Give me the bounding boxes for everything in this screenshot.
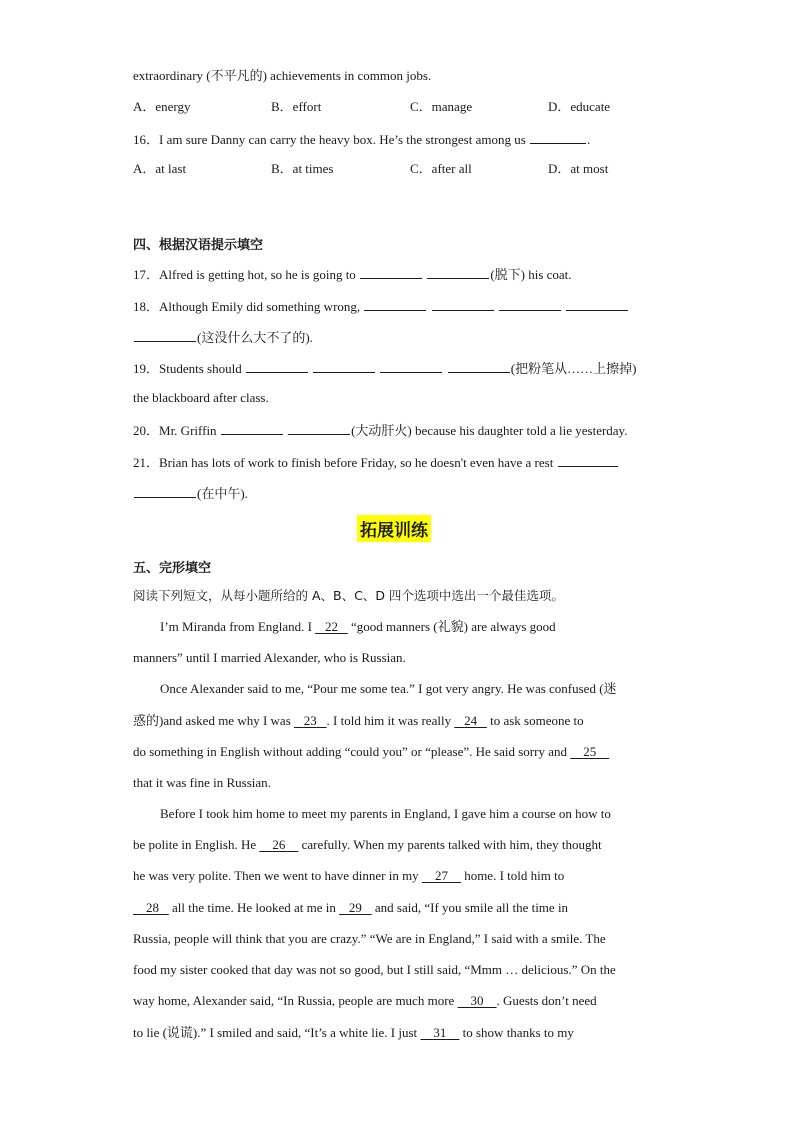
- passage-text: he was very polite. Then we went to have dinner in my: [133, 868, 419, 883]
- blank-31[interactable]: [420, 1025, 459, 1041]
- q18-blank-5[interactable]: [134, 328, 196, 342]
- passage-line: [133, 868, 564, 884]
- passage-text: to ask someone to: [490, 713, 584, 728]
- passage-line: [133, 713, 584, 729]
- q19-blank-2[interactable]: [313, 359, 375, 373]
- passage-text: to lie (说谎).” I smiled and said, “It’s a white lie. I just: [133, 1025, 418, 1040]
- blank-number: 28: [146, 900, 159, 915]
- blank-number: 25: [583, 744, 597, 759]
- q18-blank-3[interactable]: [499, 297, 561, 311]
- passage-text: all the time. He looked at me in: [172, 900, 336, 915]
- q17-number: 17．: [133, 267, 160, 282]
- q19-question: [133, 359, 636, 377]
- blank-30[interactable]: [458, 993, 497, 1009]
- blank-26[interactable]: [259, 837, 298, 853]
- passage-line: [133, 993, 597, 1009]
- q17-blank-1[interactable]: [360, 265, 422, 279]
- q20-text: Mr. Griffin: [159, 423, 217, 438]
- q18-text: Although Emily did something wrong,: [159, 299, 361, 314]
- passage-text: to show thanks to my: [462, 1025, 574, 1040]
- q16-option-d[interactable]: D．at most: [548, 161, 609, 176]
- q17-text: Alfred is getting hot, so he is going to: [159, 267, 356, 282]
- q18-blank-4[interactable]: [566, 297, 628, 311]
- blank-24[interactable]: [454, 713, 487, 729]
- q21-question: [133, 453, 619, 471]
- q15-option-b[interactable]: B．effort: [271, 99, 322, 114]
- blank-23[interactable]: [294, 713, 327, 729]
- q21-blank-1[interactable]: [558, 453, 618, 467]
- blank-number: 29: [348, 900, 362, 915]
- q19-blank-3[interactable]: [380, 359, 442, 373]
- blank-number: 22: [324, 619, 338, 634]
- q15-option-c[interactable]: C．manage: [410, 99, 473, 114]
- q19-blank-1[interactable]: [246, 359, 308, 373]
- q21-number: 21．: [133, 455, 160, 470]
- section5-instructions: 阅读下列短文，从每小题所给的 A、B、C、D 四个选项中选出一个最佳选项。: [133, 588, 564, 603]
- passage-text: and said, “If you smile all the time in: [374, 900, 569, 915]
- passage-text: “good manners (礼貌) are always good: [350, 619, 556, 634]
- q21-hint: (在中午).: [197, 486, 248, 501]
- section4-title: 四、根据汉语提示填空: [133, 238, 264, 253]
- section5-title: 五、完形填空: [133, 561, 212, 576]
- passage-line: [133, 837, 602, 853]
- q16-option-a[interactable]: A．at last: [133, 161, 187, 176]
- passage-text: home. I told him to: [464, 868, 565, 883]
- passage-line: Once Alexander said to me, “Pour me some tea.” I got very angry. He was confused (迷: [160, 681, 617, 696]
- passage-text: . Guests don’t need: [496, 993, 597, 1008]
- q21-blank-2[interactable]: [134, 484, 196, 498]
- passage-line: [160, 619, 556, 635]
- blank-number: 24: [464, 713, 478, 728]
- q16-number: 16．: [133, 132, 160, 147]
- q20-blank-2[interactable]: [288, 421, 350, 435]
- blank-28[interactable]: [133, 900, 169, 916]
- passage-line: that it was fine in Russian.: [133, 775, 271, 790]
- blank-27[interactable]: [422, 868, 461, 884]
- blank-number: 23: [303, 713, 317, 728]
- passage-text: do something in English without adding “could you” or “please”. He said sorry and: [133, 744, 567, 759]
- blank-number: 27: [434, 868, 448, 883]
- q18-question: [133, 297, 629, 315]
- q19-line2: the blackboard after class.: [133, 390, 269, 405]
- q20-blank-1[interactable]: [221, 421, 283, 435]
- passage-text: I’m Miranda from England. I: [160, 619, 312, 634]
- q18-blank-1[interactable]: [364, 297, 426, 311]
- q16-option-c[interactable]: C．after all: [410, 161, 472, 176]
- q19-text: Students should: [159, 361, 242, 376]
- q15-option-a[interactable]: A．energy: [133, 99, 191, 114]
- q16-option-b[interactable]: B．at times: [271, 161, 334, 176]
- q18-blank-2[interactable]: [432, 297, 494, 311]
- passage-line: [133, 900, 568, 916]
- q16-end: .: [587, 132, 591, 147]
- blank-22[interactable]: [315, 619, 348, 635]
- q20-hint: (大动肝火) because his daughter told a lie yesterday.: [351, 423, 628, 438]
- q16-blank[interactable]: [530, 130, 586, 144]
- passage-text: carefully. When my parents talked with him, they thought: [301, 837, 602, 852]
- q19-number: 19．: [133, 361, 160, 376]
- q16-question: [133, 130, 590, 148]
- passage-text: way home, Alexander said, “In Russia, people are much more: [133, 993, 455, 1008]
- passage-line: Russia, people will think that you are crazy.” “We are in England,” I said with a smile. The: [133, 931, 606, 946]
- q18-hint: (这没什么大不了的).: [197, 330, 313, 345]
- q18-number: 18．: [133, 299, 160, 314]
- q21-text: Brian has lots of work to finish before Friday, so he doesn't even have a rest: [159, 455, 554, 470]
- q21-line2: [133, 484, 248, 502]
- passage-text: 惑的)and asked me why I was: [133, 713, 291, 728]
- passage-line: food my sister cooked that day was not so good, but I still said, “Mmm … delicious.” On the: [133, 962, 616, 977]
- passage-line: [133, 744, 609, 760]
- blank-25[interactable]: [570, 744, 609, 760]
- blank-number: 26: [272, 837, 286, 852]
- passage-line: Before I took him home to meet my parents in England, I gave him a course on how to: [160, 806, 611, 821]
- extension-training-banner: 拓展训练: [357, 515, 431, 542]
- q17-question: [133, 265, 572, 283]
- passage-line: [133, 1025, 574, 1041]
- blank-29[interactable]: [339, 900, 372, 916]
- q15-text-tail: extraordinary (不平凡的) achievements in common jobs.: [133, 68, 432, 83]
- q17-blank-2[interactable]: [427, 265, 489, 279]
- q19-blank-4[interactable]: [448, 359, 510, 373]
- q20-question: [133, 421, 627, 439]
- q18-line2: [133, 328, 313, 346]
- q15-option-d[interactable]: D．educate: [548, 99, 611, 114]
- passage-line: manners” until I married Alexander, who is Russian.: [133, 650, 406, 665]
- passage-text: . I told him it was really: [326, 713, 452, 728]
- q17-hint: (脱下) his coat.: [490, 267, 572, 282]
- passage-text: be polite in English. He: [133, 837, 257, 852]
- blank-number: 30: [470, 993, 484, 1008]
- q19-hint: (把粉笔从……上擦掉): [510, 361, 637, 376]
- blank-number: 31: [433, 1025, 447, 1040]
- q20-number: 20．: [133, 423, 160, 438]
- q16-text: I am sure Danny can carry the heavy box. He’s the strongest among us: [159, 132, 526, 147]
